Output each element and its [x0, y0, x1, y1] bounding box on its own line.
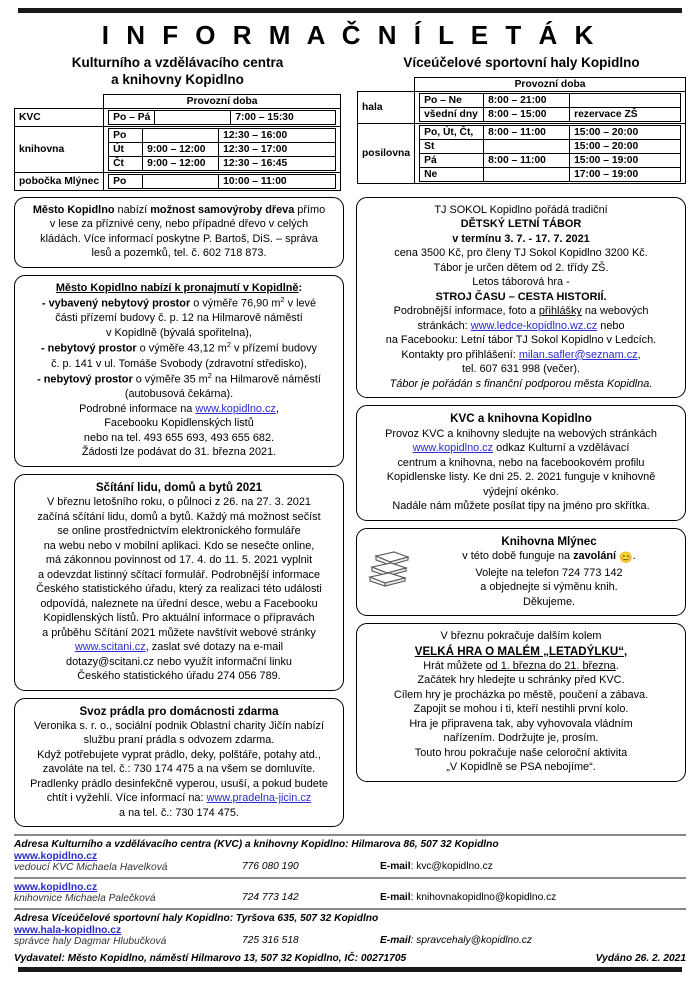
rental-item2-line2: č. p. 141 v ul. Tomáše Svobody (zdravotní středisko),: [51, 357, 307, 370]
empty-corner-cell: [15, 94, 104, 108]
time2-cell: 17:00 – 19:00: [570, 167, 681, 181]
footer-kvc-web-link-2[interactable]: www.kopidlno.cz: [14, 882, 98, 894]
census-line11-tail: , zaslat své dotazy na e-mail: [145, 641, 284, 654]
smiley-face-icon: 😊: [619, 552, 633, 565]
rental-item3-tail: na Hilmarově náměstí: [211, 373, 321, 386]
rental-info-line4: Žádosti lze podávat do 31. března 2021.: [81, 446, 277, 459]
camp-web-prefix: stránkách:: [417, 319, 471, 332]
camp-web-tail: nebo: [597, 319, 625, 332]
footer-email-value-2: : knihovnakopidlno@kopidlno.cz: [410, 892, 557, 904]
day-cell: St: [420, 139, 484, 153]
game-line1: V březnu pokračuje dalším kolem: [440, 630, 602, 643]
game-line10: „V Kopidlně se PSA nebojíme“.: [446, 761, 596, 774]
kopidlno-web-link[interactable]: www.kopidlno.cz: [195, 402, 276, 415]
day-cell: Po: [109, 174, 143, 188]
game-line3: [364, 659, 678, 674]
footer-phone-2: 724 773 142: [242, 892, 299, 904]
book-stack-icon: [364, 546, 416, 597]
footer-email-label-1: E-mail: [380, 861, 411, 873]
mlynec-line4: Děkujeme.: [522, 595, 576, 608]
laundry-line3: Když potřebujete vyprat prádlo, deky, polštáře, potahy atd.,: [37, 748, 321, 761]
footer-divider-3: [14, 908, 686, 910]
census-box: [14, 474, 344, 691]
rental-item3-line2: (autobusová čekárna).: [124, 388, 234, 401]
rental-item2-line1: [22, 340, 336, 356]
afternoon-cell: 7:00 – 15:30: [231, 110, 336, 124]
time2-cell: [570, 93, 681, 107]
row-value-kvc: [104, 108, 341, 126]
morning-cell: [143, 174, 219, 188]
census-line2: začíná sčítání lidu, domů a bytů. Každý má možnost sečíst: [37, 510, 321, 523]
rental-heading-colon: :: [298, 281, 303, 294]
mlynec-text-block: [420, 534, 678, 609]
camp-dates: v termínu 3. 7. - 17. 7. 2021: [452, 232, 590, 245]
kvc-subtitle: [14, 55, 341, 89]
content-columns: [14, 197, 686, 828]
rental-info-line2: Facebooku Kopidlenských listů: [104, 417, 254, 430]
morning-cell: 9:00 – 12:00: [143, 156, 219, 170]
footer-phone-1: 776 080 190: [242, 861, 299, 873]
header-columns: [14, 55, 686, 191]
footer-email-label-2: E-mail: [380, 892, 411, 904]
footer-role-2: knihovnice Michaela Palečková: [14, 893, 156, 905]
rental-item3-label: - nebytový prostor: [37, 373, 133, 386]
census-line5: má zákonnou povinnost od 17. 4. do 11. 5. 2021 vyplnit: [45, 554, 313, 567]
rental-info-line1: [22, 402, 336, 417]
kvc-subtitle-line2: a knihovny Kopidlno: [111, 71, 244, 87]
camp-contact-comma: ,: [637, 348, 641, 361]
census-line3: se online prostřednictvím elektronického formuláře: [57, 525, 301, 538]
game-dates: od 1. března do 21. března: [485, 659, 616, 672]
laundry-box: [14, 698, 344, 828]
time1-cell: 8:00 – 11:00: [484, 153, 570, 167]
row-label-mlynec: pobočka Mlýnec: [15, 172, 104, 190]
game-line5: Cílem hry je procházka po městě, poučení a zábava.: [393, 688, 649, 701]
row-label-knihovna: knihovna: [15, 126, 104, 172]
laundry-line1: Veronika s. r. o., sociální podnik Oblastní charity Jičín nabízí: [34, 719, 324, 732]
day-cell: Po: [109, 128, 143, 142]
page-title: I N F O R M A Č N Í L E T Á K: [101, 20, 599, 50]
footer-phone-3: 725 316 518: [242, 935, 299, 947]
footer-email-3: [380, 925, 686, 946]
time1-cell: 8:00 – 21:00: [484, 93, 570, 107]
kvc-hours-table: [14, 94, 341, 191]
summer-camp-box: [356, 197, 686, 399]
census-line8: odpovídá, naleznete na úřední desce, webu a Facebooku: [40, 597, 318, 610]
rental-item3-sup: 2: [207, 371, 212, 380]
footer-email-1: [380, 851, 686, 872]
camp-age: Tábor je určen dětem od 2. třídy ZŠ.: [433, 261, 609, 274]
ledce-kopidlno-web-link[interactable]: www.ledce-kopidlno.wz.cz: [470, 319, 598, 332]
game-title: VELKÁ HRA O MALÉM „LETADÝLKU“,: [414, 644, 628, 658]
game-line9: Touto hrou pokračuje naše celoroční aktivita: [414, 746, 628, 759]
publisher-row: [14, 953, 686, 964]
rental-item2-tail: v přízemí budovy: [231, 343, 317, 355]
hala-hours-header: Provozní doba: [415, 77, 686, 91]
time2-cell: 15:00 – 19:00: [570, 153, 681, 167]
day-cell: Po, Út, Čt,: [420, 125, 484, 139]
day-cell: Po – Pá: [109, 110, 155, 124]
footer-email-2: [380, 882, 686, 903]
mlynec-call-word: zavolání: [573, 550, 617, 563]
footer-contact-row: [14, 882, 686, 904]
time1-cell: 8:00 – 11:00: [484, 125, 570, 139]
camp-sponsor-note: Tábor je pořádán s finanční podporou města Kopidlna.: [389, 377, 653, 390]
afternoon-cell: 12:30 – 16:00: [219, 128, 336, 142]
table-row: [358, 123, 686, 183]
time1-cell: [484, 139, 570, 153]
game-line4: Začátek hry hledejte u schránky před KVC.: [417, 674, 625, 687]
pradelna-web-link[interactable]: www.pradelna-jicin.cz: [206, 792, 312, 805]
hala-address-line: Adresa Víceúčelové sportovní haly Kopidlno: Tyršova 635, 507 32 Kopidlno: [14, 913, 379, 925]
census-line1: V březnu letošního roku, o půlnoci z 26. na 27. 3. 2021: [47, 496, 311, 509]
footer-role-3: správce haly Dagmar Hlubučková: [14, 936, 167, 948]
mlynec-line2: Volejte na telefon 724 773 142: [475, 566, 623, 579]
rental-heading-text: Město Kopidlno nabízí k pronajmutí v Kopidlně: [55, 281, 299, 294]
camp-email-link[interactable]: milan.safler@seznam.cz: [518, 348, 638, 361]
rental-heading: [22, 281, 336, 296]
afternoon-cell: 12:30 – 16:45: [219, 156, 336, 170]
camp-phone: tel. 607 631 998 (večer).: [461, 363, 581, 376]
left-column: [14, 197, 344, 828]
wood-city-label: Město Kopidlno: [32, 203, 115, 216]
time1-cell: [484, 167, 570, 181]
publisher-info: Vydavatel: Město Kopidlno, náměstí Hilmarovo 13, 507 32 Kopidlno, IČ: 00271705: [14, 953, 407, 965]
row-label-hala: hala: [358, 91, 415, 123]
laundry-line4: zavoláte na tel. č.: 730 174 475 a na všem se domluvíte.: [42, 763, 316, 776]
rental-item1-area: o výměře 76,90 m: [190, 297, 281, 310]
kvc-line5: výdejní okénko.: [483, 485, 559, 498]
mlynec-heading: Knihovna Mlýnec: [501, 534, 597, 548]
rental-item2-sup: 2: [226, 340, 232, 350]
census-line4: na webu nebo v mobilní aplikaci. Kdo se nesečte online,: [43, 539, 315, 552]
afternoon-cell: 10:00 – 11:00: [219, 174, 336, 188]
game-box: [356, 623, 686, 782]
wood-line1: [22, 203, 336, 218]
kvc-library-box: [356, 405, 686, 520]
camp-price: cena 3500 Kč, pro členy TJ Sokol Kopidlno 3200 Kč.: [394, 247, 648, 260]
table-header-row: [358, 77, 686, 91]
kvc-line4: Kopidlenske listy. Ke dni 25. 2. 2021 funguje v knihovně: [386, 471, 656, 484]
laundry-line6: [22, 791, 336, 806]
kvc-line1: Provoz KVC a knihovny sledujte na webových stránkách: [385, 427, 657, 440]
footer-kvc-web-link-1[interactable]: www.kopidlno.cz: [14, 851, 98, 863]
header-col-hala: [357, 55, 686, 191]
game-line8: nařízením. Dodržujte je, prosím.: [443, 732, 599, 745]
kvc-address-line: Adresa Kulturního a vzdělávacího centra (KVC) a knihovny Kopidlno: Hilmarova 86, 507 32 Kopidlno: [14, 839, 499, 851]
day-cell: všední dny: [420, 107, 484, 121]
wood-highlight: možnost samovýroby dřeva: [150, 203, 295, 216]
rental-item1-line3: v Kopidlně (bývalá spořitelna),: [106, 326, 252, 339]
leaflet-page: [0, 8, 700, 1006]
game-line3-period: .: [615, 659, 619, 672]
hala-subtitle: Víceúčelové sportovní haly Kopidlno: [403, 55, 640, 70]
footer-contact-identity: [14, 851, 242, 873]
wood-offer-box: [14, 197, 344, 268]
census-line12: dotazy@scitani.cz nebo využít informační linku: [66, 655, 292, 668]
camp-facebook: na Facebooku: Letní tábor TJ Sokol Kopidlno v Ledcích.: [385, 334, 657, 347]
laundry-line5: Pradlenky prádlo desinfekčně vyperou, usuší, a pokud budete: [30, 777, 328, 790]
mlynec-line1-period: .: [632, 550, 636, 563]
census-line11: [22, 640, 336, 655]
camp-contact-prefix: Kontakty pro přihlášení:: [401, 348, 519, 361]
rental-item1-line2: části přízemí budovy č. p. 12 na Hilmarově náměstí: [55, 312, 303, 325]
footer-hala-web-link[interactable]: www.hala-kopidlno.cz: [14, 925, 122, 937]
footer-contact-row: [14, 925, 686, 947]
table-row: [15, 126, 341, 172]
time1-cell: 8:00 – 15:00: [484, 107, 570, 121]
footer-divider-2: [14, 877, 686, 879]
camp-info-tail: na webových: [581, 305, 649, 318]
wood-line4: lesů a pozemků, tel. č. 602 718 873.: [91, 247, 267, 260]
census-line13: Českého statistického úřadu 274 056 789.: [77, 670, 281, 683]
row-label-kvc: KVC: [15, 108, 104, 126]
rental-item3-line1: [22, 371, 336, 387]
game-play-prefix: Hrát můžete: [423, 659, 486, 672]
footer-contact-identity: [14, 882, 242, 904]
wood-text-a: nabízí: [114, 203, 151, 216]
mlynec-library-box: [356, 528, 686, 616]
footer-contact-identity: [14, 925, 242, 947]
right-column: [356, 197, 686, 828]
table-row: [15, 172, 341, 190]
afternoon-cell: 12:30 – 17:00: [219, 142, 336, 156]
mlynec-line1-prefix: v této době funguje na: [462, 550, 574, 563]
footer-email-value-3: : spravcehaly@kopidlno.cz: [410, 935, 532, 947]
hala-hours-table: [357, 77, 686, 184]
morning-cell: [143, 128, 219, 142]
time2-cell: 15:00 – 20:00: [570, 125, 681, 139]
footer-divider-1: [14, 834, 686, 836]
camp-game-name: STROJ ČASU – CESTA HISTORIÍ.: [435, 290, 607, 303]
table-row: [358, 91, 686, 123]
kvc-line2: [364, 441, 678, 456]
rental-item3-area: o výměře 35 m: [132, 373, 208, 386]
wood-line2: v lese za příznivé ceny, nebo případné dřevo v celých: [49, 218, 309, 231]
footer-contact-row: [14, 851, 686, 873]
day-cell: Po – Ne: [420, 93, 484, 107]
camp-game-intro: Letos táborová hra -: [472, 276, 570, 289]
row-value-mlynec: [104, 172, 341, 190]
laundry-line6-prefix: chtít i vyžehlí. Více informací na:: [46, 792, 207, 805]
row-value-knihovna: [104, 126, 341, 172]
footer-email-label-3: E-mail: [380, 935, 411, 947]
camp-contact-line: [364, 348, 678, 363]
census-line9: Kopidlenských listů. Pro aktuální informace o přípravách: [43, 612, 315, 625]
day-cell: Út: [109, 142, 143, 156]
game-line6: Zapojit se mohou i ti, kteří nestihli první kolo.: [413, 703, 629, 716]
day-cell: Pá: [420, 153, 484, 167]
rental-info-prefix: Podrobné informace na: [79, 402, 196, 415]
bottom-divider: [18, 967, 682, 972]
rental-item1-tail: v levé: [284, 297, 317, 310]
header-col-kvc: [14, 55, 343, 191]
wood-line3: kládách. Více informací poskytne P. Bartoš, DiS. – správa: [40, 232, 318, 245]
census-line7: Českého statistického úřadu, který za realizaci této události: [36, 583, 322, 596]
laundry-line7: a na tel. č.: 730 174 475.: [119, 806, 239, 819]
day-cell: Čt: [109, 156, 143, 170]
scitani-web-link[interactable]: www.scitani.cz: [74, 641, 146, 654]
camp-info-prefix: Podrobnější informace, foto a: [393, 305, 539, 318]
census-line10: a průběhu Sčítání 2021 můžete navštívit webové stránky: [42, 626, 316, 639]
kvc-box-heading: KVC a knihovna Kopidlno: [450, 412, 592, 426]
footer-role-1: vedoucí KVC Michaela Havelková: [14, 862, 168, 874]
morning-cell: 9:00 – 12:00: [143, 142, 219, 156]
mlynec-line3: a objednejte si výměnu knih.: [480, 581, 618, 594]
rental-item1-sup: 2: [280, 295, 285, 305]
game-line7: Hra je připravena tak, aby vyhovovala vládním: [409, 717, 633, 730]
kvc-hours-header: Provozní doba: [104, 94, 341, 108]
kvc-line3: centrum a knihovna, nebo na facebookovém profilu: [397, 456, 645, 469]
laundry-heading: Svoz prádla pro domácnosti zdarma: [79, 704, 279, 718]
rental-item2-area: o výměře 43,12 m: [136, 343, 227, 355]
table-header-row: [15, 94, 341, 108]
wood-text-b: přímo: [294, 203, 326, 216]
census-line6: a odevzdat listinný sčítací formulář. Podrobnější informace: [37, 568, 321, 581]
morning-cell: [155, 110, 231, 124]
day-cell: Ne: [420, 167, 484, 181]
camp-line1: TJ SOKOL Kopidlno pořádá tradiční: [434, 203, 608, 216]
row-label-posilovna: posilovna: [358, 123, 415, 183]
laundry-line2: službu praní prádla s odvozem zdarma.: [83, 734, 275, 747]
kvc-web-link[interactable]: www.kopidlno.cz: [412, 442, 494, 455]
rental-offer-box: [14, 275, 344, 467]
mlynec-line1: [420, 549, 678, 566]
table-row: [15, 108, 341, 126]
footer-email-value-1: : kvc@kopidlno.cz: [410, 861, 493, 873]
rental-item1-label: - vybavený nebytový prostor: [41, 297, 191, 310]
footer: [14, 834, 686, 964]
camp-info-line2: [364, 319, 678, 334]
kvc-line2-tail: odkaz Kulturní a vzdělávací: [493, 442, 630, 455]
row-value-hala: [415, 91, 686, 123]
rental-item2-label: - nebytový prostor: [41, 343, 137, 355]
kvc-subtitle-line1: Kulturního a vzdělávacího centra: [71, 55, 284, 70]
rental-info-line3: nebo na tel. 493 655 693, 493 655 682.: [83, 431, 275, 444]
camp-title: DĚTSKÝ LETNÍ TÁBOR: [460, 218, 582, 231]
time2-cell: rezervace ZŠ: [570, 107, 681, 121]
time2-cell: 15:00 – 20:00: [570, 139, 681, 153]
rental-info-comma: ,: [275, 402, 279, 415]
rental-item1-line1: [22, 295, 336, 311]
census-heading: Sčítání lidu, domů a bytů 2021: [95, 480, 263, 494]
row-value-posilovna: [415, 123, 686, 183]
kvc-line6: Nadále nám můžete posílat tipy na jméno pro skřítka.: [392, 500, 650, 513]
empty-corner-cell: [358, 77, 415, 91]
issue-date: Vydáno 26. 2. 2021: [595, 953, 686, 965]
camp-applications-word: přihlášky: [538, 305, 582, 318]
camp-info-line1: [364, 304, 678, 319]
